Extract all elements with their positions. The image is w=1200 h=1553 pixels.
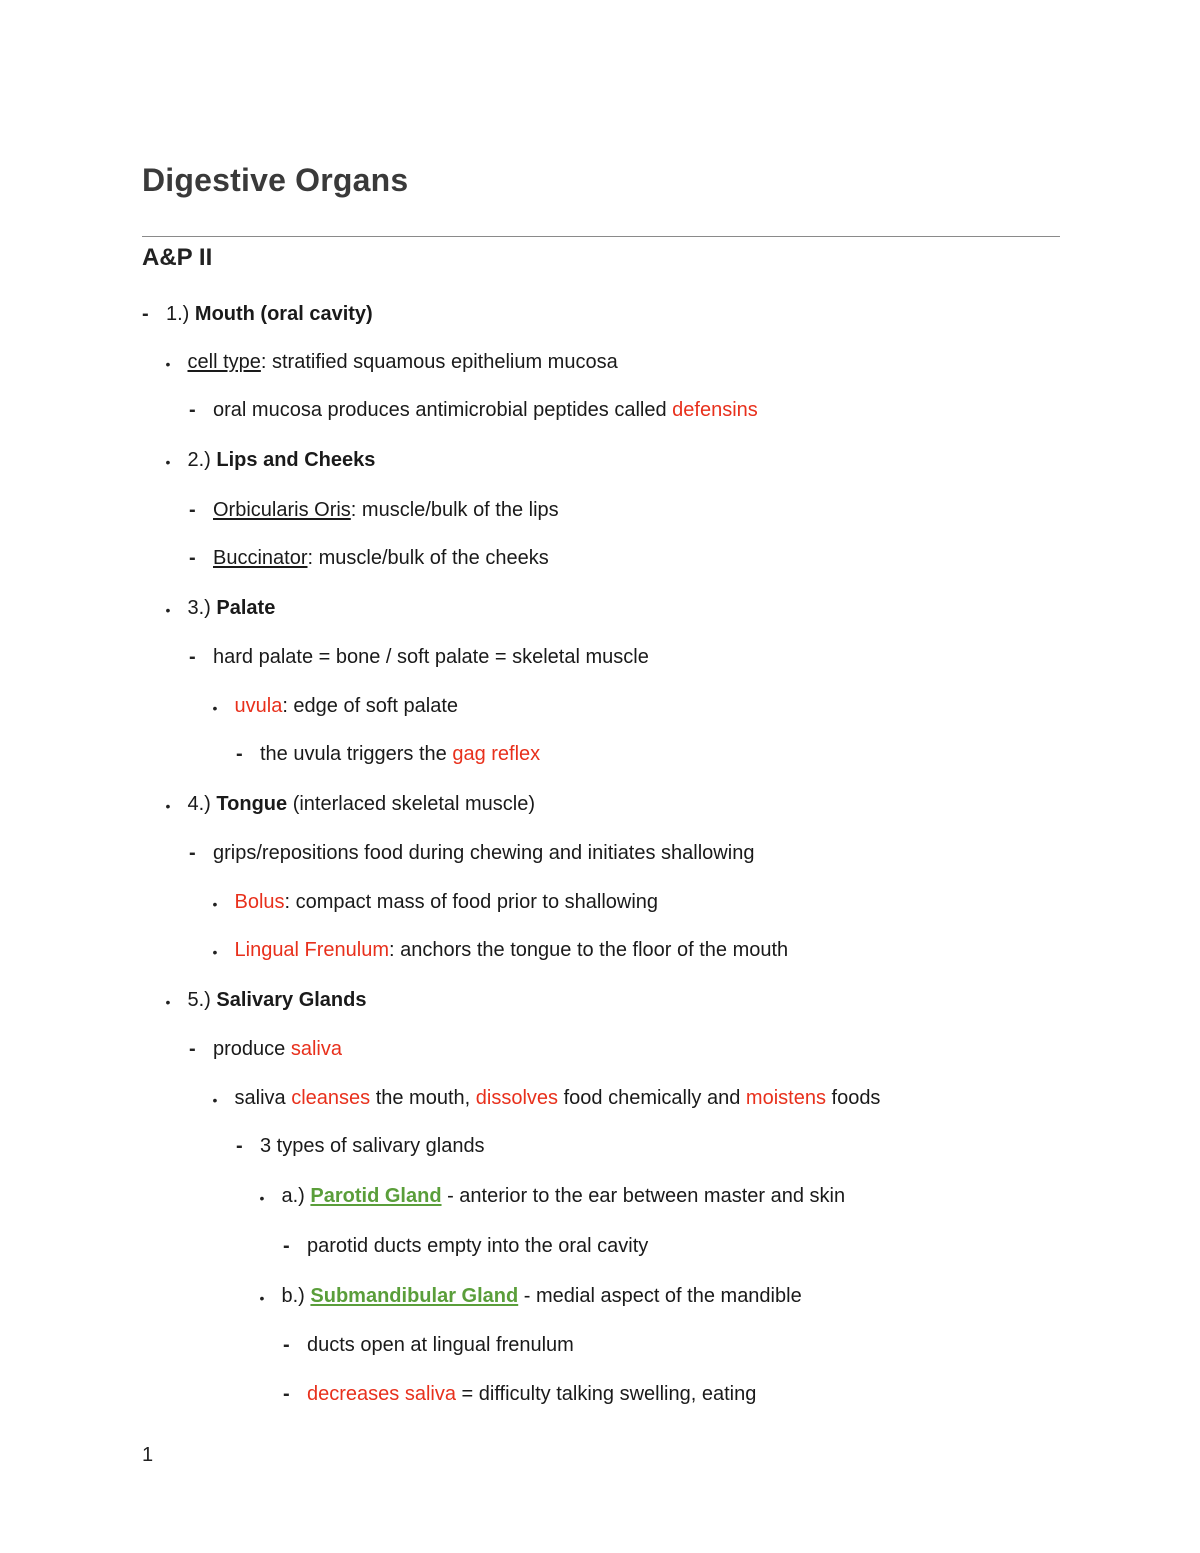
- text-run: parotid ducts empty into the oral cavity: [307, 1235, 649, 1257]
- dot-bullet: •: [212, 700, 218, 716]
- dot-bullet: •: [259, 1290, 265, 1306]
- dot-bullet: •: [165, 356, 171, 372]
- dot-bullet: •: [165, 798, 171, 814]
- text-run: 1.): [166, 303, 195, 325]
- text-run: : compact mass of food prior to shallowing: [284, 891, 659, 913]
- key-term: dissolves: [475, 1087, 559, 1109]
- gland-term: Parotid Gland: [310, 1185, 442, 1207]
- dot-bullet: •: [212, 1092, 218, 1108]
- key-term: cleanses: [291, 1087, 371, 1109]
- outline-item-text: [282, 1184, 846, 1208]
- underlined-term: cell type: [187, 351, 261, 373]
- dash-bullet: -: [283, 1334, 290, 1356]
- page-number: 1: [142, 1444, 154, 1466]
- text-run: : anchors the tongue to the floor of the mouth: [389, 939, 789, 961]
- underlined-term: Buccinator: [213, 547, 308, 569]
- text-run: b.): [281, 1285, 311, 1307]
- outline-item-text: [188, 448, 376, 472]
- outline-item-text: [188, 988, 367, 1012]
- title-divider: [142, 236, 1060, 237]
- text-run: - anterior to the ear between master and skin: [441, 1185, 846, 1207]
- section-heading: Salivary Glands: [216, 989, 367, 1011]
- text-run: a.): [281, 1185, 311, 1207]
- dot-bullet: •: [165, 602, 171, 618]
- outline-item-text: [307, 1234, 648, 1258]
- outline-item-text: [260, 742, 540, 766]
- dot-bullet: •: [212, 944, 218, 960]
- text-run: : stratified squamous epithelium mucosa: [260, 351, 618, 373]
- outline-item-text: [213, 546, 549, 570]
- text-run: 5.): [187, 989, 217, 1011]
- dash-bullet: -: [189, 499, 196, 521]
- outline-item-text: [235, 890, 659, 914]
- outline-item-text: [213, 398, 758, 422]
- text-run: = difficulty talking swelling, eating: [455, 1383, 757, 1405]
- outline-item-text: [213, 841, 754, 865]
- dash-bullet: -: [189, 646, 196, 668]
- key-term: Lingual Frenulum: [234, 939, 390, 961]
- key-term: defensins: [672, 399, 758, 421]
- dash-bullet: -: [236, 1135, 243, 1157]
- outline-item-text: [235, 938, 789, 962]
- text-run: hard palate = bone / soft palate = skeletal muscle: [213, 646, 649, 668]
- key-term: uvula: [234, 695, 283, 717]
- outline-item-text: [166, 302, 373, 326]
- key-term: saliva: [290, 1038, 342, 1060]
- text-run: produce: [213, 1038, 291, 1060]
- text-run: the uvula triggers the: [260, 743, 453, 765]
- page-title: Digestive Organs: [142, 162, 409, 198]
- section-heading: Tongue: [216, 793, 288, 815]
- text-run: 3 types of salivary glands: [260, 1135, 485, 1157]
- text-run: : edge of soft palate: [282, 695, 458, 717]
- text-run: : muscle/bulk of the lips: [350, 499, 559, 521]
- key-term: gag reflex: [452, 743, 541, 765]
- dash-bullet: -: [283, 1235, 290, 1257]
- outline-item-text: [213, 645, 649, 669]
- text-run: (interlaced skeletal muscle): [287, 793, 536, 815]
- outline-item-text: [307, 1382, 756, 1406]
- text-run: ducts open at lingual frenulum: [307, 1334, 574, 1356]
- text-run: grips/repositions food during chewing and initiates shallowing: [213, 842, 755, 864]
- outline-item-text: [260, 1134, 485, 1158]
- outline-item-text: [213, 1037, 342, 1061]
- text-run: 3.): [187, 597, 217, 619]
- dot-bullet: •: [165, 454, 171, 470]
- outline-item-text: [188, 792, 536, 816]
- outline-item-text: [235, 694, 459, 718]
- dot-bullet: •: [212, 896, 218, 912]
- section-heading: Lips and Cheeks: [216, 449, 376, 471]
- dash-bullet: -: [189, 1038, 196, 1060]
- dash-bullet: -: [189, 842, 196, 864]
- section-heading: Mouth (oral cavity): [194, 303, 373, 325]
- outline-item-text: [282, 1284, 802, 1308]
- key-term: moistens: [745, 1087, 826, 1109]
- text-run: 4.): [187, 793, 217, 815]
- course-subtitle: A&P II: [142, 244, 213, 271]
- text-run: 2.): [187, 449, 217, 471]
- dash-bullet: -: [189, 547, 196, 569]
- underlined-term: Orbicularis Oris: [213, 499, 351, 521]
- dash-bullet: -: [189, 399, 196, 421]
- outline-item-text: [188, 350, 618, 374]
- gland-term: Submandibular Gland: [310, 1285, 519, 1307]
- text-run: oral mucosa produces antimicrobial peptides called: [213, 399, 673, 421]
- text-run: foods: [825, 1087, 881, 1109]
- key-term: decreases saliva: [307, 1383, 456, 1405]
- dot-bullet: •: [259, 1190, 265, 1206]
- text-run: the mouth,: [370, 1087, 476, 1109]
- outline-item-text: [235, 1086, 881, 1110]
- text-run: food chemically and: [558, 1087, 746, 1109]
- dot-bullet: •: [165, 994, 171, 1010]
- outline-item-text: [213, 498, 559, 522]
- dash-bullet: -: [236, 743, 243, 765]
- section-heading: Palate: [216, 597, 276, 619]
- outline-item-text: [188, 596, 276, 620]
- text-run: : muscle/bulk of the cheeks: [307, 547, 549, 569]
- dash-bullet: -: [142, 303, 149, 325]
- text-run: - medial aspect of the mandible: [518, 1285, 802, 1307]
- outline-item-text: [307, 1333, 574, 1357]
- text-run: saliva: [234, 1087, 292, 1109]
- dash-bullet: -: [283, 1383, 290, 1405]
- key-term: Bolus: [234, 891, 285, 913]
